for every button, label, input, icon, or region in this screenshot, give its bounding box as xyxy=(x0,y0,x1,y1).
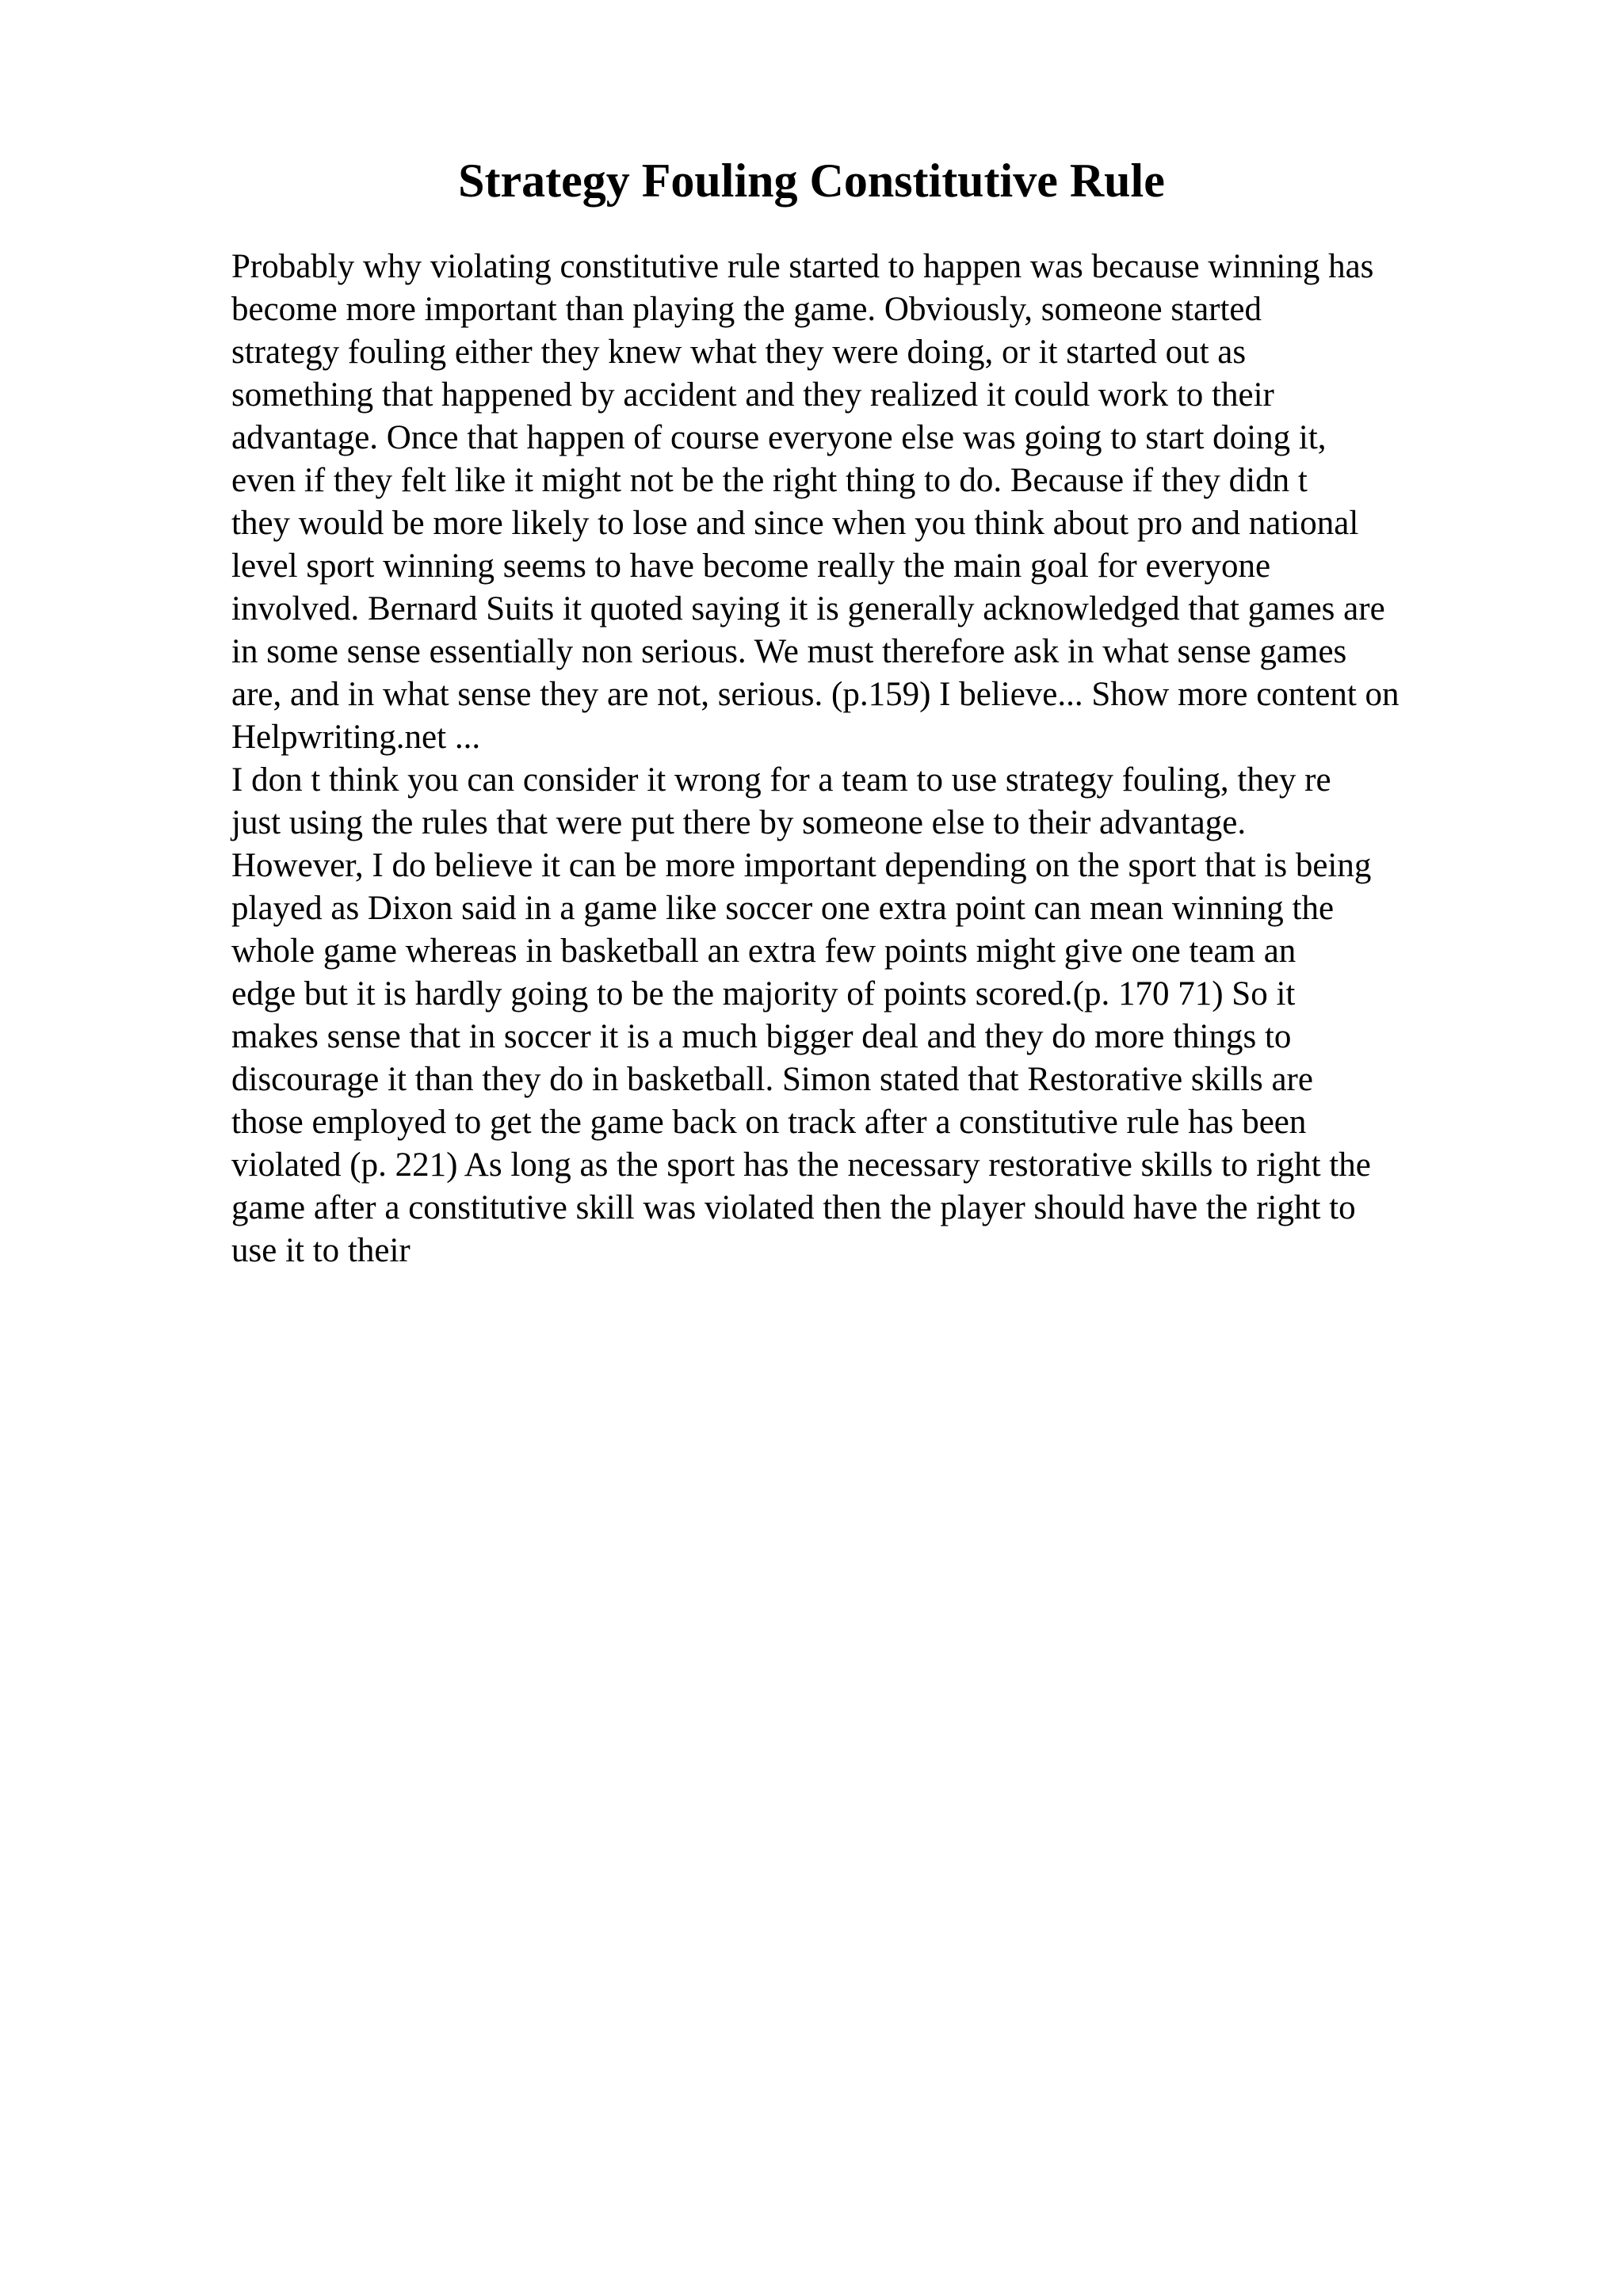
text-line: discourage it than they do in basketball. Simon stated that Restorative skills are xyxy=(231,1061,1313,1098)
text-line: in some sense essentially non serious. We must therefore ask in what sense games xyxy=(231,633,1347,670)
text-line: Probably why violating constitutive rule started to happen was because winning has xyxy=(231,248,1374,285)
text-line: played as Dixon said in a game like soccer one extra point can mean winning the xyxy=(231,890,1335,927)
paragraph-2 xyxy=(231,759,1499,1272)
text-line: strategy fouling either they knew what they were doing, or it started out as xyxy=(231,334,1247,371)
text-line: those employed to get the game back on track after a constitutive rule has been xyxy=(231,1104,1307,1141)
text-line: edge but it is hardly going to be the majority of points scored.(p. 170 71) So it xyxy=(231,975,1296,1013)
document-title: Strategy Fouling Constitutive Rule xyxy=(458,154,1165,207)
text-line: just using the rules that were put there by someone else to their advantage. xyxy=(231,804,1247,841)
text-line: become more important than playing the game. Obviously, someone started xyxy=(231,291,1262,328)
text-line: whole game whereas in basketball an extra few points might give one team an xyxy=(231,933,1296,970)
text-line: level sport winning seems to have become really the main goal for everyone xyxy=(231,547,1271,585)
text-line: they would be more likely to lose and since when you think about pro and national xyxy=(231,505,1359,542)
text-line: something that happened by accident and they realized it could work to their xyxy=(231,376,1274,414)
text-line: However, I do believe it can be more important depending on the sport that is being xyxy=(231,847,1372,884)
text-line: game after a constitutive skill was violated then the player should have the right to xyxy=(231,1189,1356,1226)
text-line: advantage. Once that happen of course everyone else was going to start doing it, xyxy=(231,419,1327,456)
text-line: violated (p. 221) As long as the sport has the necessary restorative skills to right the xyxy=(231,1146,1371,1184)
text-line: Helpwriting.net ... xyxy=(231,719,481,756)
text-line: involved. Bernard Suits it quoted saying it is generally acknowledged that games are xyxy=(231,590,1385,627)
text-line: use it to their xyxy=(231,1232,411,1269)
text-line: even if they felt like it might not be the right thing to do. Because if they didn t xyxy=(231,462,1308,499)
text-line: I don t think you can consider it wrong for a team to use strategy fouling, they re xyxy=(231,761,1331,799)
text-line: are, and in what sense they are not, serious. (p.159) I believe... Show more content on xyxy=(231,676,1400,713)
paragraph-1 xyxy=(231,246,1499,759)
document-body xyxy=(231,246,1499,1272)
text-line: makes sense that in soccer it is a much bigger deal and they do more things to xyxy=(231,1018,1292,1055)
